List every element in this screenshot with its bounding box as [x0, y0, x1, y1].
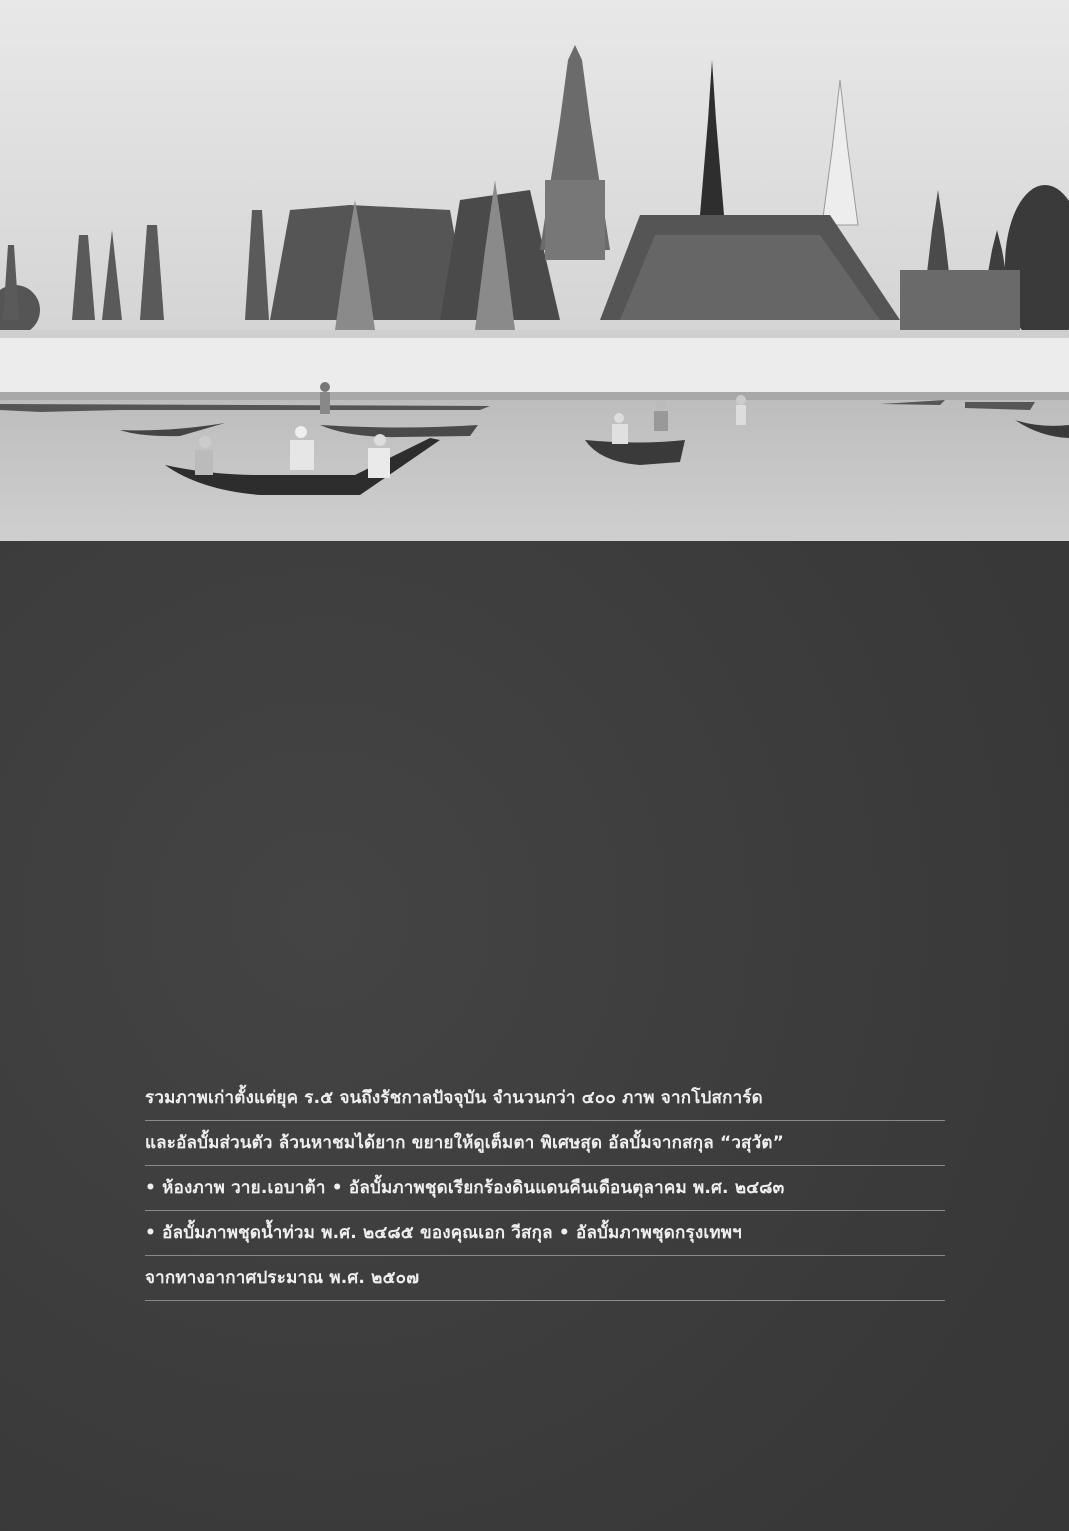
description-line-4: • อัลบั้มภาพชุดน้ำท่วม พ.ศ. ๒๔๘๕ ของคุณเอก วีสกุล • อัลบั้มภาพชุดกรุงเทพฯ: [145, 1211, 945, 1256]
description-line-3: • ห้องภาพ วาย.เอบาต้า • อัลบั้มภาพชุดเรียกร้องดินแดนคืนเดือนตุลาคม พ.ศ. ๒๔๘๓: [145, 1166, 945, 1211]
temple-riverfront-photo: [0, 0, 1069, 541]
description-block: [145, 1076, 945, 1301]
description-line-5: จากทางอากาศประมาณ พ.ศ. ๒๕๐๗: [145, 1256, 945, 1301]
description-line-1: รวมภาพเก่าตั้งแต่ยุค ร.๕ จนถึงรัชกาลปัจจุบัน จำนวนกว่า ๔๐๐ ภาพ จากโปสการ์ด: [145, 1076, 945, 1121]
description-line-2: และอัลบั้มส่วนตัว ล้วนหาชมได้ยาก ขยายให้ดูเต็มตา พิเศษสุด อัลบั้มจากสกุล “วสุวัต”: [145, 1121, 945, 1166]
photo-illustration: [0, 0, 1069, 541]
